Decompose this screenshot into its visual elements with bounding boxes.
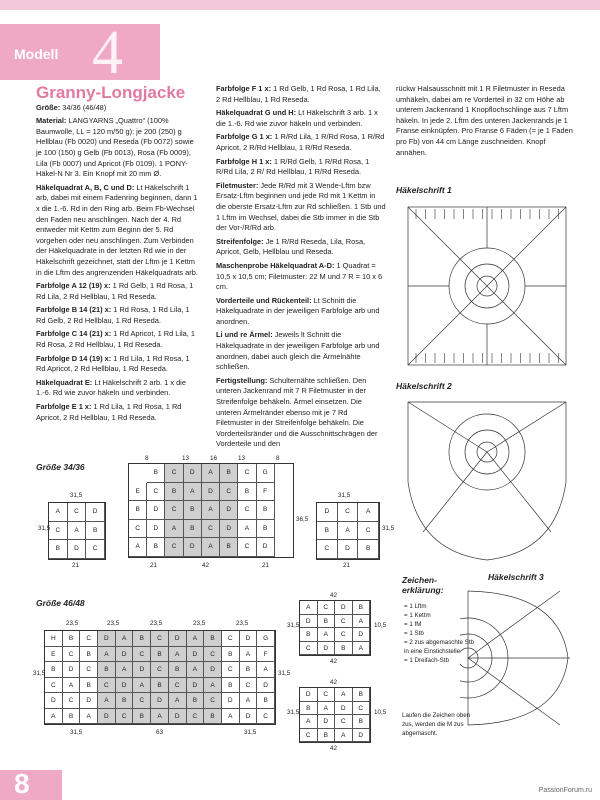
grid-cell: A <box>202 501 220 520</box>
dim-body-width-small: 42 <box>202 562 210 569</box>
grid-cell: C <box>86 540 105 559</box>
grid-cell: C <box>358 522 379 541</box>
grid-cell: B <box>86 522 105 541</box>
grid-cell: C <box>202 520 220 539</box>
grid-cell: C <box>68 503 87 522</box>
grid-cell: B <box>80 647 98 663</box>
grid-cell: D <box>184 538 202 557</box>
legend-item: = 1 Lftm <box>404 603 427 610</box>
grid-cell: A <box>335 688 353 702</box>
legend-item: = 1 fM <box>404 621 422 628</box>
grid-cell: C <box>222 631 240 647</box>
dim-large-sleeve-h-d: 10,5 <box>374 709 387 716</box>
paragraph <box>36 305 201 326</box>
paragraph-heading: Vorderteile und Rückenteil: <box>216 295 312 305</box>
dim-sleeve-bottom-small-right: 21 <box>343 562 351 569</box>
paragraph-text: 1 Rd Lila, 1 Rd Rosa, 1 Rd Apricot, 2 Rd Hellblau, 1 Rd Reseda. <box>36 353 190 374</box>
grid-cell: D <box>86 503 105 522</box>
grid-cell: A <box>98 693 116 709</box>
grid-cell: D <box>300 688 318 702</box>
dim-sleeve-width-small: 31,5 <box>70 492 83 499</box>
size-label-small: Größe 34/36 <box>36 462 85 472</box>
grid-cell: C <box>318 688 336 702</box>
grid-cell: A <box>169 647 187 663</box>
paragraph-text: Lt Schnitt die Häkelquadrate in der jeweiligen Farbfolge arb und anordnen. <box>216 295 380 326</box>
grid-cell: B <box>151 647 169 663</box>
grid-cell: D <box>204 662 222 678</box>
grid-cell: B <box>63 709 81 725</box>
paragraph-text: Jeweils lt Schnitt die Häkelquadrate in der jeweiligen Farbfolge arb und anordnen, dabei auch gleich die Ärmelnähte schließen. <box>216 330 380 372</box>
paragraph <box>216 181 386 234</box>
dim-top-8-right: 8 <box>276 455 280 462</box>
dim-top-13-right: 13 <box>238 455 246 462</box>
paragraph-heading: Farbfolge H 1 x: <box>216 156 272 166</box>
paragraph <box>36 402 201 423</box>
grid-cell: A <box>318 628 336 642</box>
grid-cell: C <box>240 678 258 694</box>
footer-credit: PassionForum.ru <box>538 787 592 794</box>
grid-cell: B <box>129 501 147 520</box>
grid-cell: B <box>133 631 151 647</box>
grid-cell: A <box>353 642 371 656</box>
grid-cell: G <box>257 464 275 483</box>
grid-cell: A <box>165 520 183 539</box>
grid-cell: A <box>240 693 258 709</box>
grid-cell: D <box>98 709 116 725</box>
grid-cell: C <box>80 662 98 678</box>
paragraph-heading: Fertigstellung: <box>216 375 268 385</box>
grid-cell: C <box>165 464 183 483</box>
grid-cell: C <box>222 662 240 678</box>
grid-cell: B <box>220 464 238 483</box>
dim-top-16: 16 <box>210 455 218 462</box>
paragraph-heading: Material: <box>36 116 67 126</box>
grid-cell: D <box>338 540 359 559</box>
paragraph-text: 1 R/Rd Lila, 1 R/Rd Rosa, 1 R/Rd Apricot, 2 R/Rd Hellblau, 1 R/Rd Reseda. <box>216 132 385 152</box>
dim-sleeve-height-small: 31,5 <box>38 525 51 532</box>
grid-cell: A <box>49 503 68 522</box>
grid-cell: C <box>335 715 353 729</box>
grid-cell: D <box>116 678 134 694</box>
sleeve-grid-small-right <box>316 502 380 560</box>
grid-cell: B <box>335 642 353 656</box>
paragraph-heading: Häkelquadrat A, B, C und D: <box>36 182 135 192</box>
grid-cell: C <box>204 693 222 709</box>
grid-cell: D <box>335 702 353 716</box>
paragraph-heading: Farbfolge F 1 x: <box>216 84 272 93</box>
grid-cell: C <box>45 678 63 694</box>
paragraph <box>216 84 386 105</box>
col3-paragraph: rückw Halsausschnitt mit 1 R Filetmuster in Reseda umhäkeln, dabei am re Vorderteil in 32 cm Höhe ab unterem Jackenrand 1 Knopflochschlinge aus 7 Lftm häkeln. In jede 2. Lftm des unteren Jackenrands je 1 Franse einknüpfen. Pro Franse 6 Fäden (= je 1 Faden pro Fb) von 44 cm Länge zuschneiden. Knopf annähen. <box>396 84 573 157</box>
paragraph-text: 1 Rd Gelb, 1 Rd Rosa, 1 Rd Lila, 2 Rd Hellblau, 1 Rd Reseda. <box>36 281 194 301</box>
grid-cell: C <box>338 503 359 522</box>
grid-cell: A <box>187 662 205 678</box>
page-number: 8 <box>14 768 30 799</box>
grid-cell: G <box>257 631 275 647</box>
grid-cell: A <box>45 709 63 725</box>
dim-large-235-a: 23,5 <box>66 620 79 627</box>
grid-cell: B <box>184 520 202 539</box>
grid-cell: C <box>169 678 187 694</box>
dim-large-body-width: 63 <box>156 729 164 736</box>
grid-cell: F <box>257 483 275 502</box>
model-number: 4 <box>92 19 123 87</box>
grid-cell: D <box>147 501 165 520</box>
grid-cell: C <box>98 678 116 694</box>
grid-cell: A <box>238 520 256 539</box>
grid-cell: A <box>240 647 258 663</box>
grid-cell: D <box>169 631 187 647</box>
paragraph-text: 1 Rd Gelb, 1 Rd Rosa, 1 Rd Lila, 2 Rd Hellblau, 1 Rd Reseda. <box>216 84 381 104</box>
grid-cell: D <box>353 628 371 642</box>
grid-cell: C <box>318 601 336 615</box>
grid-cell: B <box>204 709 222 725</box>
grid-cell: C <box>204 647 222 663</box>
grid-cell: E <box>45 647 63 663</box>
sleeve-grid-large-bottom <box>299 687 371 743</box>
top-bar <box>0 0 600 10</box>
grid-cell: A <box>187 631 205 647</box>
grid-cell: A <box>318 702 336 716</box>
grid-cell: B <box>147 464 165 483</box>
grid-cell: D <box>133 662 151 678</box>
grid-cell: E <box>129 483 147 502</box>
dim-large-235-d: 23,5 <box>193 620 206 627</box>
grid-cell: B <box>300 628 318 642</box>
grid-cell: A <box>68 522 87 541</box>
dim-large-sleeve-h-b: 31,5 <box>287 709 300 716</box>
legend-item: = 1 Kettm <box>404 612 431 619</box>
grid-cell: C <box>63 693 81 709</box>
grid-cell: C <box>187 709 205 725</box>
dim-top-13-left: 13 <box>182 455 190 462</box>
grid-cell: D <box>240 631 258 647</box>
grid-cell: B <box>187 693 205 709</box>
grid-cell: D <box>257 678 275 694</box>
grid-cell: A <box>116 662 134 678</box>
grid-cell: D <box>335 601 353 615</box>
paragraph-text: 1 Rd Rosa, 1 Rd Lila, 1 Rd Gelb, 2 Rd Hellblau, 1 Rd Reseda. <box>36 305 190 325</box>
grid-cell: D <box>222 693 240 709</box>
paragraph-heading: Farbfolge G 1 x: <box>216 132 273 142</box>
paragraph-heading: Farbfolge C 14 (21) x: <box>36 329 112 339</box>
paragraph <box>36 103 201 114</box>
grid-cell: A <box>358 503 379 522</box>
grid-cell: C <box>80 631 98 647</box>
grid-cell: H <box>45 631 63 647</box>
grid-cell: B <box>80 678 98 694</box>
grid-cell: D <box>240 709 258 725</box>
dim-large-front-right: 31,5 <box>244 729 257 736</box>
grid-cell: D <box>63 662 81 678</box>
dim-large-sleeve-top: 42 <box>330 592 338 599</box>
chart-label-3: Häkelschrift 3 <box>488 572 544 582</box>
grid-cell: B <box>353 715 371 729</box>
paragraph-text: Lt Häkelschrift 2 arb. 1 x die 1.-6. Rd wie zuvor häkeln und verbinden. <box>36 377 186 398</box>
legend-item: = 1 Stb <box>404 630 424 637</box>
grid-cell: C <box>353 702 371 716</box>
grid-cell: C <box>317 540 338 559</box>
grid-cell: A <box>300 601 318 615</box>
grid-cell: D <box>353 729 371 743</box>
grid-cell: D <box>202 483 220 502</box>
grid-cell: D <box>147 520 165 539</box>
paragraph <box>36 354 201 375</box>
body-grid-small <box>128 463 294 558</box>
grid-cell: B <box>116 693 134 709</box>
dim-sleeve-width-small-right: 31,5 <box>338 492 351 499</box>
dim-large-235-c: 23,5 <box>150 620 163 627</box>
paragraph <box>216 261 386 293</box>
body-grid-large <box>44 630 276 725</box>
dim-top-8-left: 8 <box>145 455 149 462</box>
page-title: Granny-Longjacke <box>36 83 186 102</box>
grid-cell: A <box>300 715 318 729</box>
legend <box>404 602 474 665</box>
dim-large-235-e: 23,5 <box>236 620 249 627</box>
grid-cell: A <box>63 678 81 694</box>
grid-cell: B <box>49 540 68 559</box>
grid-cell: A <box>133 678 151 694</box>
paragraph <box>36 116 201 180</box>
paragraph-text: 1 Rd Apricot, 1 Rd Lila, 1 Rd Rosa, 2 Rd Hellblau, 1 Rd Reseda. <box>36 329 195 350</box>
grid-cell: C <box>49 522 68 541</box>
grid-cell: C <box>257 709 275 725</box>
dim-large-sleeve-top-b: 42 <box>330 679 338 686</box>
grid-cell: C <box>335 628 353 642</box>
paragraph-heading: Farbfolge D 14 (19) x: <box>36 353 112 363</box>
grid-cell: B <box>204 631 222 647</box>
grid-cell: C <box>129 520 147 539</box>
grid-cell: B <box>257 520 275 539</box>
paragraph <box>216 157 386 178</box>
paragraph-heading: Filetmuster: <box>216 180 259 190</box>
paragraph-text: 34/36 (46/48) <box>60 102 107 112</box>
grid-cell: C <box>300 729 318 743</box>
grid-cell: C <box>238 538 256 557</box>
paragraph <box>36 329 201 350</box>
grid-cell: B <box>353 688 371 702</box>
grid-cell: A <box>257 662 275 678</box>
grid-cell: B <box>222 678 240 694</box>
text-column-1 <box>36 83 201 426</box>
legend-item: = 2 zus abgemaschte Stb in eine Einstichstelle <box>404 639 474 655</box>
grid-cell: D <box>184 464 202 483</box>
paragraph <box>216 132 386 153</box>
grid-cell: B <box>147 538 165 557</box>
grid-cell: B <box>358 540 379 559</box>
grid-cell: A <box>80 709 98 725</box>
grid-cell: B <box>165 483 183 502</box>
grid-cell: B <box>45 662 63 678</box>
grid-cell: C <box>133 693 151 709</box>
paragraph-heading: Maschenprobe Häkelquadrat A-D: <box>216 260 335 270</box>
grid-cell: C <box>165 501 183 520</box>
dim-large-height-b: 31,5 <box>278 670 291 677</box>
grid-cell: B <box>151 678 169 694</box>
grid-cell: D <box>300 615 318 629</box>
grid-cell: C <box>151 631 169 647</box>
paragraph-text: Jede R/Rd mit 3 Wende-Lftm bzw Ersatz-Lftm beginnen und jede Rd mit 1 Kettm in die oberste Ersatz-Lftm zur Rd schließen. 1 Stb und 1 Lftm im Wechsel, dabei die Stb immer in die Stb der Vor-/R/Rd arb. <box>216 180 386 233</box>
model-label: Modell <box>14 46 59 62</box>
paragraph-text: 1 R/Rd Gelb, 1 R/Rd Rosa, 1 R/Rd Lila, 2 R/ Rd Hellblau, 1 R/Rd Reseda. <box>216 156 370 177</box>
grid-cell: A <box>98 647 116 663</box>
grid-cell: A <box>353 615 371 629</box>
grid-cell: B <box>240 662 258 678</box>
grid-cell: C <box>238 464 256 483</box>
grid-cell: C <box>116 709 134 725</box>
grid-cell: B <box>300 702 318 716</box>
grid-cell: B <box>98 662 116 678</box>
grid-cell: F <box>257 647 275 663</box>
paragraph-text: LANGYARNS „Quattro“ (100% Baumwolle, LL = 120 m/50 g): je 200 (250) g Hellblau (Fb 0020) und Reseda (Fb 0072) sowie je 100 (150) g Gelb (Fb 0013), Rosa (Fb 0009), Lila (Fb 0007) und Apricot (Fb 0109). 1 PONY-Häkel-N Nr 3. Ein Knopf mit 20 mm Ø. <box>36 116 194 179</box>
paragraph <box>216 330 386 372</box>
grid-cell: B <box>257 693 275 709</box>
grid-cell: D <box>98 631 116 647</box>
grid-cell: A <box>129 538 147 557</box>
grid-cell: D <box>169 709 187 725</box>
paragraph-heading: Häkelquadrat G und H: <box>216 108 297 118</box>
paragraph <box>216 237 386 258</box>
grid-cell: A <box>338 522 359 541</box>
grid-cell: B <box>317 522 338 541</box>
legend-note: Laufen die Zeichen oben zus, werden die M zus abgemascht. <box>402 712 471 737</box>
grid-cell: B <box>222 647 240 663</box>
paragraph <box>36 183 201 278</box>
grid-cell: B <box>318 615 336 629</box>
size-label-large: Größe 46/48 <box>36 598 85 608</box>
grid-cell: B <box>238 483 256 502</box>
grid-cell: D <box>257 538 275 557</box>
paragraph <box>36 378 201 399</box>
dim-front-width-small: 21 <box>150 562 158 569</box>
grid-cell: A <box>184 483 202 502</box>
dim-large-sleeve-h-a: 31,5 <box>287 622 300 629</box>
paragraph <box>216 108 386 129</box>
paragraph-heading: Li und re Ärmel: <box>216 330 273 340</box>
model-tab <box>0 19 160 87</box>
grid-cell: A <box>222 709 240 725</box>
dim-front-width-small-right: 21 <box>262 562 270 569</box>
grid-cell: B <box>257 501 275 520</box>
grid-cell: C <box>133 647 151 663</box>
dim-large-sleeve-h-c: 10,5 <box>374 622 387 629</box>
dim-large-sleeve-bottom: 42 <box>330 658 338 665</box>
paragraph <box>216 296 386 328</box>
dim-sleeve-bottom-small: 21 <box>72 562 80 569</box>
paragraph <box>36 281 201 302</box>
paragraph-text: 1 Rd Lila, 1 Rd Rosa, 1 Rd Apricot, 2 Rd Hellblau, 1 Rd Reseda. <box>36 402 182 422</box>
grid-cell: D <box>80 693 98 709</box>
grid-cell: C <box>238 501 256 520</box>
grid-cell: C <box>151 662 169 678</box>
grid-cell: D <box>116 647 134 663</box>
legend-item: = 1 Dreifach-Stb <box>404 657 449 664</box>
grid-cell: D <box>151 693 169 709</box>
crochet-chart-1 <box>398 197 576 375</box>
grid-cell: B <box>133 709 151 725</box>
grid-cell: A <box>202 464 220 483</box>
legend-title: Zeichen-erklärung: <box>402 575 444 595</box>
sleeve-grid-small-left <box>48 502 106 560</box>
dim-large-front-left: 31,5 <box>70 729 83 736</box>
grid-cell: B <box>169 662 187 678</box>
paragraph-text: 1 Quadrat = 10,5 x 10,5 cm; Filetmuster: 22 M und 7 R = 10 x 6 cm. <box>216 260 383 292</box>
grid-cell: C <box>63 647 81 663</box>
paragraph-text: Lt Häkelschrift 3 arb. 1 x die 1.-6. Rd wie zuvor häkeln und verbinden. <box>216 108 378 128</box>
paragraph-heading: Farbfolge A 12 (19) x: <box>36 281 111 291</box>
grid-cell: A <box>202 538 220 557</box>
grid-cell: D <box>220 520 238 539</box>
sleeve-grid-large-top <box>299 600 371 656</box>
paragraph-heading: Farbfolge B 14 (21) x: <box>36 305 112 315</box>
grid-cell: A <box>204 678 222 694</box>
paragraph-heading: Streifenfolge: <box>216 236 264 246</box>
text-column-2 <box>216 84 386 453</box>
grid-cell: C <box>165 538 183 557</box>
grid-cell: D <box>318 642 336 656</box>
grid-cell: B <box>353 601 371 615</box>
grid-cell: C <box>220 483 238 502</box>
grid-cell: C <box>300 642 318 656</box>
paragraph-heading: Größe: <box>36 102 61 112</box>
grid-cell: C <box>335 615 353 629</box>
page-number-box <box>0 770 62 800</box>
grid-cell: D <box>220 501 238 520</box>
chart-label-2: Häkelschrift 2 <box>396 381 452 391</box>
grid-cell: C <box>147 483 165 502</box>
grid-cell: B <box>318 729 336 743</box>
grid-cell: B <box>220 538 238 557</box>
grid-cell: D <box>45 693 63 709</box>
grid-cell: B <box>184 501 202 520</box>
text-column-3 <box>396 84 574 161</box>
grid-cell: A <box>151 709 169 725</box>
dim-body-height-small: 36,5 <box>296 516 309 523</box>
paragraph-text: Lt Häkelschrift 1 arb, dabei mit einem Fadenring beginnen, dann 1 x die 1.-6. Rd in den Ring arb. Beim Fb-Wechsel den Faden neu anschlingen. Nach der 4. Rd entweder mit Kettm zum Beginn der 5. Rd vorgehen oder neu anschlingen. Zum Verbinden der Häkelquadrate in der letzten Rd wie in der Häkelschrift gezeichnet, statt der Lftm je 1 Kettm in die Lftm des angrenzenden Häkelquadrats arb. <box>36 182 198 277</box>
paragraph-text: Schulternähte schließen. Den unteren Jackenrand mit 7 R Filetmuster in der Streifenfolge behäkeln. Ärmel einsetzen. Die unteren Ärmelränder ebenso mit je 7 Rd Filetmuster in der Streifenfolge behäkeln. Die Vorderteilsränder und die Ausschnittschrägen der Vorderteile und den <box>216 375 378 449</box>
crochet-chart-2 <box>398 392 576 567</box>
grid-cell: A <box>335 729 353 743</box>
paragraph-heading: Häkelquadrat E: <box>36 377 93 387</box>
paragraph <box>216 376 386 450</box>
grid-cell: B <box>63 631 81 647</box>
grid-cell: D <box>317 503 338 522</box>
dim-large-235-b: 23,5 <box>107 620 120 627</box>
grid-cell: A <box>116 631 134 647</box>
dim-sleeve-height-small-right: 31,5 <box>382 525 395 532</box>
chart-label-1: Häkelschrift 1 <box>396 185 452 195</box>
crochet-chart-3 <box>460 583 578 733</box>
grid-cell: A <box>169 693 187 709</box>
grid-cell: D <box>187 678 205 694</box>
dim-large-height-a: 31,5 <box>33 670 46 677</box>
paragraph-text: Je 1 R/Rd Reseda, Lila, Rosa, Apricot, Gelb, Hellblau und Reseda. <box>216 236 366 257</box>
dim-large-sleeve-bottom-b: 42 <box>330 745 338 752</box>
grid-cell: D <box>318 715 336 729</box>
grid-cell: D <box>68 540 87 559</box>
paragraph-heading: Farbfolge E 1 x: <box>36 402 92 412</box>
grid-cell: D <box>187 647 205 663</box>
